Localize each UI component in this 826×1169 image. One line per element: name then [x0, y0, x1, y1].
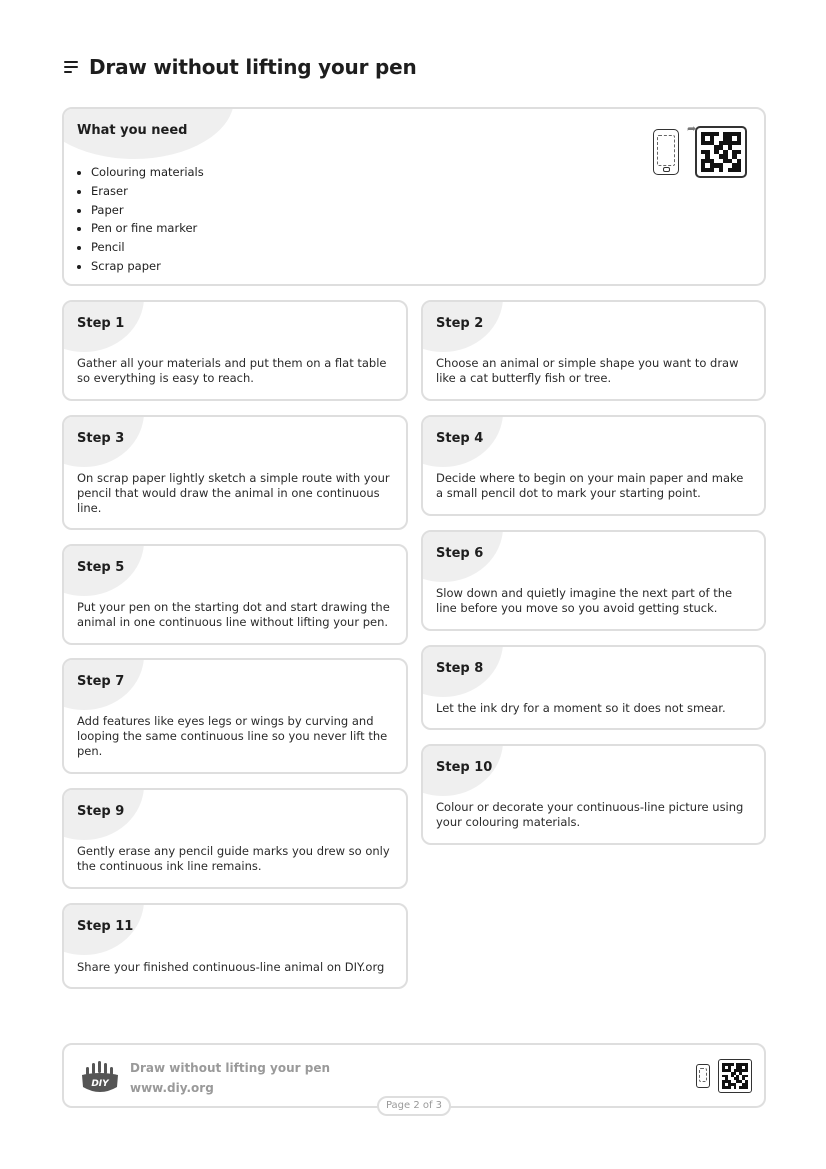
step-text: Let the ink dry for a moment so it does not smear. — [436, 701, 726, 715]
step-title: Step 3 — [77, 431, 125, 446]
svg-text:DIY: DIY — [91, 1079, 109, 1089]
arrow-icon: ➦ — [687, 122, 697, 135]
step-title: Step 7 — [77, 674, 125, 689]
step-text: Choose an animal or simple shape you want to draw like a cat butterfly fish or tree. — [436, 356, 739, 385]
step-card-4 — [421, 415, 766, 516]
step-card-1 — [62, 300, 408, 401]
list-item: • Pencil — [91, 238, 204, 257]
step-title: Step 2 — [436, 316, 484, 331]
step-card-6 — [421, 530, 766, 631]
step-title: Step 8 — [436, 661, 484, 676]
diy-logo — [80, 1061, 120, 1095]
step-text: Add features like eyes legs or wings by curving and looping the same continuous line so you never lift the pen. — [77, 714, 388, 758]
page-number: Page 2 of 3 — [377, 1096, 451, 1116]
materials-card — [62, 107, 766, 286]
materials-list — [77, 163, 204, 276]
step-title: Step 11 — [77, 919, 134, 934]
step-card-9 — [62, 788, 408, 889]
list-item: • Colouring materials — [91, 163, 204, 182]
footer-url[interactable]: www.diy.org — [130, 1081, 214, 1095]
step-card-8 — [421, 645, 766, 730]
qr-code-icon[interactable] — [695, 126, 747, 178]
list-item: • Eraser — [91, 182, 204, 201]
step-text: On scrap paper lightly sketch a simple route with your pencil that would draw the animal in one continuous line. — [77, 471, 390, 515]
step-card-10 — [421, 744, 766, 845]
footer-title: Draw without lifting your pen — [130, 1061, 331, 1075]
step-card-11 — [62, 903, 408, 989]
step-title: Step 4 — [436, 431, 484, 446]
footer-qr-block — [696, 1059, 752, 1093]
phone-scan-icon — [653, 129, 679, 175]
step-title: Step 1 — [77, 316, 125, 331]
step-title: Step 9 — [77, 804, 125, 819]
step-text: Gather all your materials and put them on a flat table so everything is easy to reach. — [77, 356, 387, 385]
step-text: Gently erase any pencil guide marks you drew so only the continuous ink line remains. — [77, 844, 390, 873]
menu-icon — [64, 61, 78, 73]
step-text: Slow down and quietly imagine the next part of the line before you move so you avoid getting stuck. — [436, 586, 733, 615]
step-text: Share your finished continuous-line animal on DIY.org — [77, 960, 385, 974]
page-title: Draw without lifting your pen — [89, 55, 417, 79]
step-card-2 — [421, 300, 766, 401]
step-title: Step 10 — [436, 760, 493, 775]
step-title: Step 6 — [436, 546, 484, 561]
step-title: Step 5 — [77, 560, 125, 575]
step-card-3 — [62, 415, 408, 530]
list-item: • Pen or fine marker — [91, 219, 204, 238]
list-item: • Scrap paper — [91, 257, 204, 276]
phone-scan-icon — [696, 1064, 710, 1088]
step-card-7 — [62, 658, 408, 774]
qr-block — [653, 122, 747, 178]
step-text: Colour or decorate your continuous-line picture using your colouring materials. — [436, 800, 744, 829]
qr-code-icon[interactable] — [718, 1059, 752, 1093]
step-text: Decide where to begin on your main paper and make a small pencil dot to mark your starting point. — [436, 471, 744, 500]
page-header — [64, 55, 417, 79]
materials-title: What you need — [77, 123, 188, 138]
list-item: • Paper — [91, 201, 204, 220]
step-text: Put your pen on the starting dot and start drawing the animal in one continuous line without lifting your pen. — [77, 600, 390, 629]
step-card-5 — [62, 544, 408, 645]
